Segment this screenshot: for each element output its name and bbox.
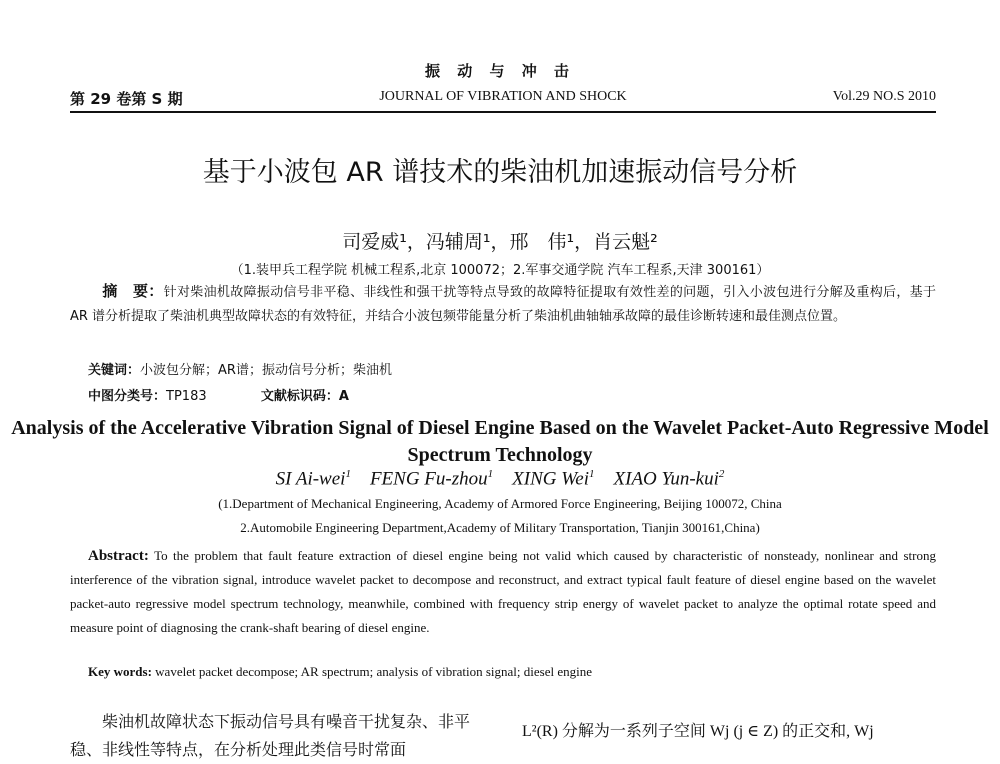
keywords-label-en: Key words:	[88, 664, 152, 679]
author-en: XIAO Yun-kui	[613, 468, 719, 490]
running-header	[70, 88, 936, 110]
clc-value: TP183	[166, 389, 207, 404]
author-en: SI Ai-wei	[275, 468, 346, 490]
affiliation-cn: （1.装甲兵工程学院 机械工程系,北京 100072；2.军事交通学院 汽车工程系,天津 300161）	[230, 263, 770, 278]
keywords-en	[88, 664, 592, 680]
author-en: FENG Fu-zhou	[369, 468, 488, 490]
volume-issue-cn: 第 29 卷第 S 期	[70, 90, 183, 108]
doc-code-value: A	[338, 389, 349, 404]
abstract-label-cn: 摘 要：	[102, 282, 164, 300]
volume-issue-en: Vol.29 NO.S 2010	[832, 89, 936, 104]
affiliation-en-2: 2.Automobile Engineering Department,Academy of Military Transportation, Tianjin 300161,China)	[240, 520, 760, 535]
body-column-right: L²(R) 分解为一系列子空间 Wj (j ∈ Z) 的正交和, Wj	[522, 723, 874, 740]
author-en: XING Wei	[512, 468, 590, 490]
keywords-text-cn: 小波包分解；AR谱；振动信号分析；柴油机	[140, 363, 392, 378]
abstract-label-en: Abstract:	[88, 548, 149, 564]
keywords-cn	[88, 359, 954, 383]
journal-name-en: JOURNAL OF VIBRATION AND SHOCK	[379, 89, 627, 104]
affiliation-en-1: (1.Department of Mechanical Engineering, Academy of Armored Force Engineering, Beijing 100072, China	[218, 496, 782, 511]
abstract-cn	[70, 279, 936, 329]
keywords-text-en: wavelet packet decompose; AR spectrum; analysis of vibration signal; diesel engine	[155, 664, 592, 679]
abstract-en	[70, 544, 936, 640]
keywords-label-cn: 关键词：	[88, 363, 141, 378]
doc-code-label: 文献标识码：	[260, 389, 339, 404]
abstract-text-en: To the problem that fault feature extraction of diesel engine being not valid which caused by characteristic of nonsteady, nonlinear and strong interference of the vibration signal, introduce wavelet packet to decompose and reconstruct, and extract typical fault feature of diesel engine based on the wavelet packet-auto regressive model spectrum technology, meanwhile, combined with frequency strip energy of wavelet packet to analyze the optimal rotate speed and measure point of diagnosing the crank-shaft bearing of diesel engine.	[70, 548, 936, 635]
classification-row	[88, 385, 349, 404]
paper-title-cn: 基于小波包 AR 谱技术的柴油机加速振动信号分析	[202, 157, 798, 188]
journal-name-cn: 振 动 与 冲 击	[425, 62, 575, 80]
authors-en: SI Ai-wei$^1$ FENG Fu-zhou$^1$ XING Wei$^1$ XIAO Yun-kui$^2$	[275, 468, 725, 490]
header-rule	[70, 111, 936, 113]
clc-label: 中图分类号：	[88, 389, 167, 404]
body-column-left: 柴油机故障状态下振动信号具有噪音干扰复杂、非平稳、非线性等特点，在分析处理此类信号时常面	[70, 712, 471, 759]
abstract-text-cn: 针对柴油机故障振动信号非平稳、非线性和强干扰等特点导致的故障特征提取有效性差的问题，引入小波包进行分解及重构后，基于 AR 谱分析提取了柴油机典型故障状态的有效特征，并结合小波包频带能量分析了柴油机曲轴轴承故障的最佳诊断转速和最佳测点位置。	[70, 285, 936, 324]
paper-title-en: Analysis of the Accelerative Vibration Signal of Diesel Engine Based on the Wavelet Packet-Auto Regressive Model Spectrum Technology	[11, 417, 989, 466]
authors-cn: 司爱威¹，冯辅周¹，邢 伟¹，肖云魁²	[342, 231, 658, 253]
